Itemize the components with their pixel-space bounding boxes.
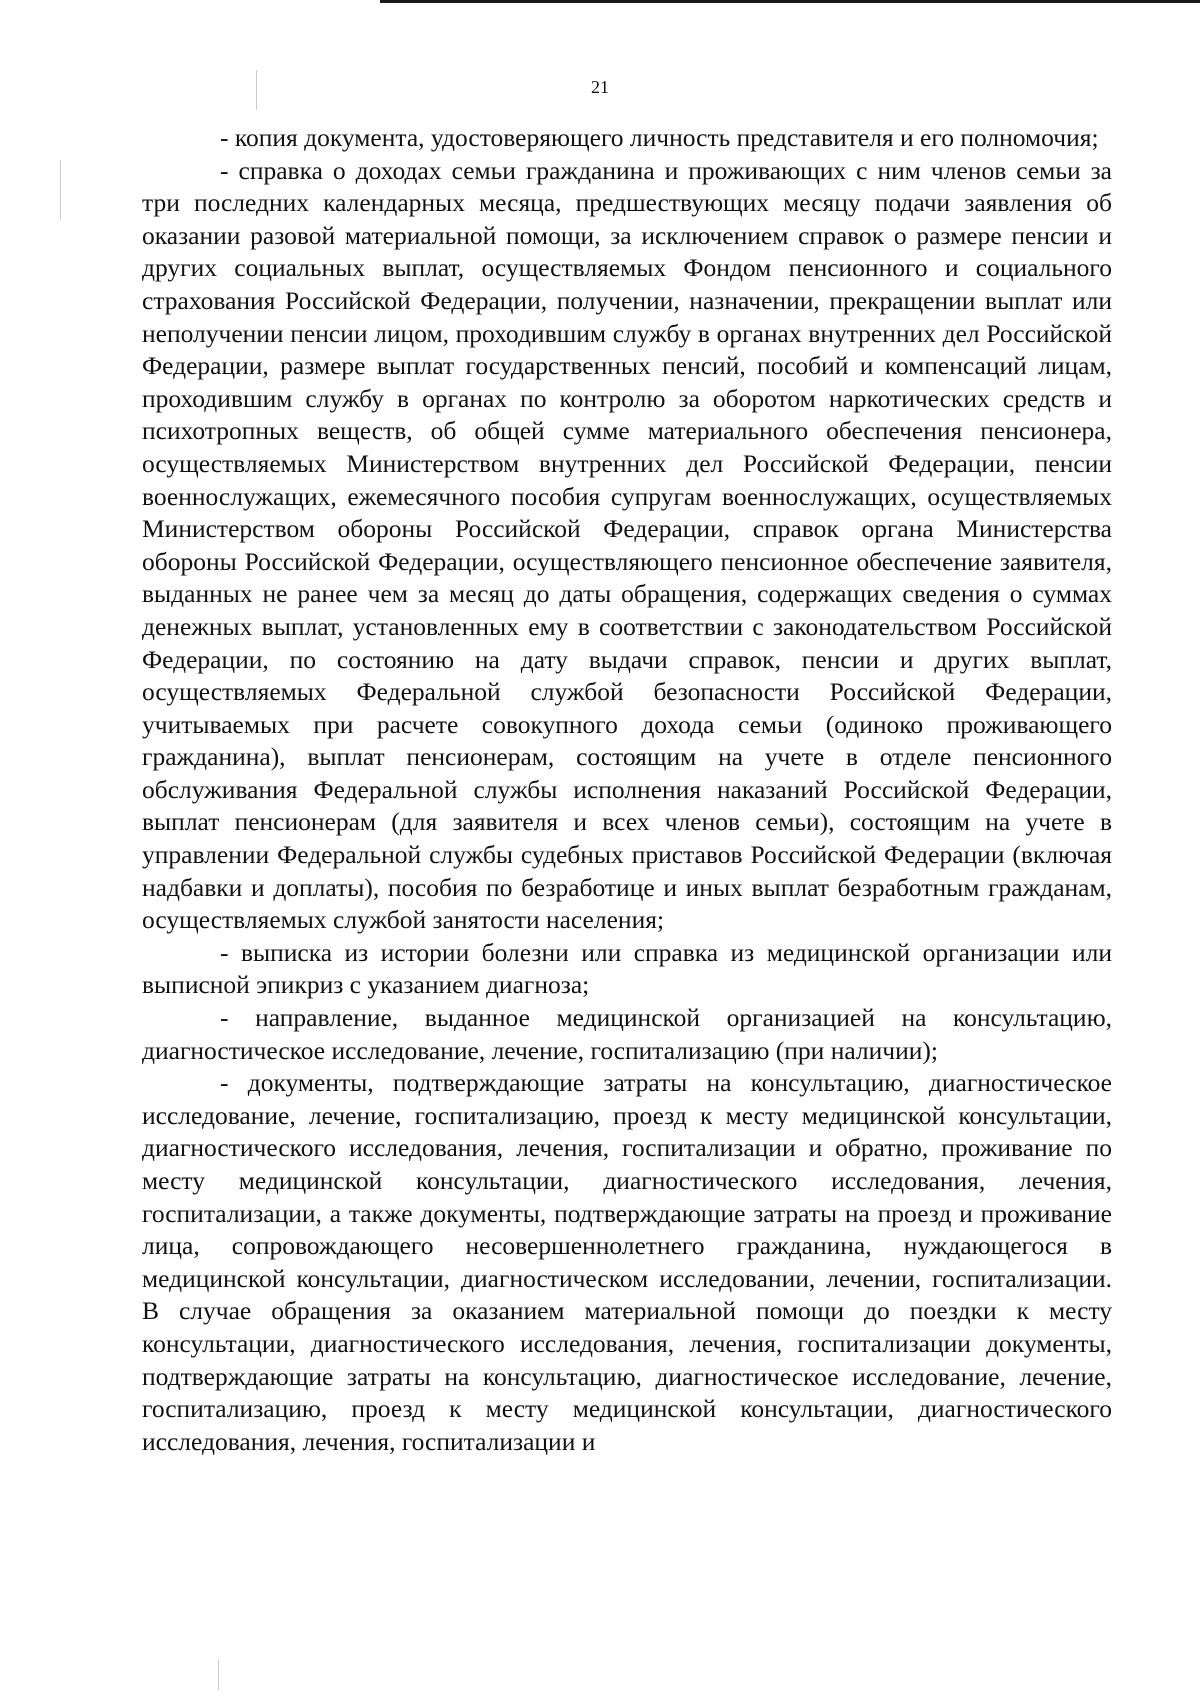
- list-item-medical-referral: - направление, выданное медицинской организацией на консультацию, диагностическое исследование, лечение, госпитализацию (при наличии);: [142, 1003, 1112, 1065]
- scan-artifact: [60, 160, 61, 220]
- list-item-representative-id: - копия документа, удостоверяющего личность представителя и его полномочия;: [220, 123, 1099, 152]
- document-body: [142, 122, 1112, 1458]
- list-item-income-certificate: - справка о доходах семьи гражданина и проживающих с ним членов семьи за три последних календарных месяца, предшествующих месяцу подачи заявления об оказании разовой материальной помощи, за исключением справок о размере пенсии и других социальных выплат, осуществляемых Фондом пенсионного и социального страхования Российской Федерации, получении, назначении, прекращении выплат или неполучении пенсии лицом, проходившим службу в органах внутренних дел Российской Федерации, размере выплат государственных пенсий, пособий и компенсаций лицам, проходившим службу в органах по контролю за оборотом наркотических средств и психотропных веществ, об общей сумме материального обеспечения пенсионера, осуществляемых Министерством внутренних дел Российской Федерации, пенсии военнослужащих, ежемесячного пособия супругам военнослужащих, осуществляемых Министерством обороны Российской Федерации, справок органа Министерства обороны Российской Федерации, осуществляющего пенсионное обеспечение заявителя, выданных не ранее чем за месяц до даты обращения, содержащих сведения о суммах денежных выплат, установленных ему в соответствии с законодательством Российской Федерации, по состоянию на дату выдачи справок, пенсии и других выплат, осуществляемых Федеральной службой безопасности Российской Федерации, учитываемых при расчете совокупного дохода семьи (одиноко проживающего гражданина), выплат пенсионерам, состоящим на учете в отделе пенсионного обслуживания Федеральной службы исполнения наказаний Российской Федерации, выплат пенсионерам (для заявителя и всех членов семьи), состоящим на учете в управлении Федеральной службы судебных приставов Российской Федерации (включая надбавки и доплаты), пособия по безработице и иных выплат безработным гражданам, осуществляемых службой занятости населения;: [142, 155, 1112, 935]
- page-number: 21: [591, 77, 609, 97]
- list-item-expense-documents: - документы, подтверждающие затраты на консультацию, диагностическое исследование, лечение, госпитализацию, проезд к месту медицинской консультации, диагностического исследования, лечения, госпитализации и обратно, проживание по месту медицинской консультации, диагностического исследования, лечения, госпитализации, а также документы, подтверждающие затраты на проезд и проживание лица, сопровождающего несовершеннолетнего гражданина, нуждающегося в медицинской консультации, диагностическом исследовании, лечении, госпитализации. В случае обращения за оказанием материальной помощи до поездки к месту консультации, диагностического исследования, лечения, госпитализации документы, подтверждающие затраты на консультацию, диагностическое исследование, лечение, госпитализацию, проезд к месту медицинской консультации, диагностического исследования, лечения, госпитализации и: [142, 1068, 1112, 1456]
- scan-artifact: [218, 1660, 219, 1690]
- list-item-medical-extract: - выписка из истории болезни или справка из медицинской организации или выписной эпикриз с указанием диагноза;: [142, 937, 1112, 1000]
- top-border-line: [380, 0, 1200, 3]
